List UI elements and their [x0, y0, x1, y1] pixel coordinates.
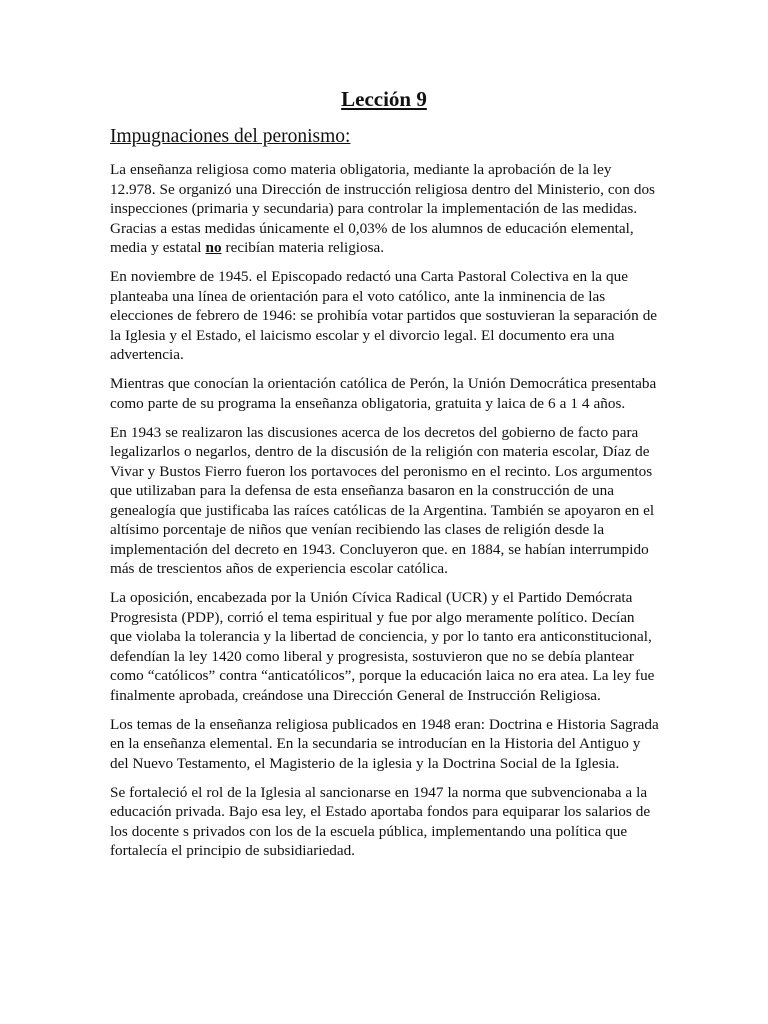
paragraph-discusiones-1943: En 1943 se realizaron las discusiones acerca de los decretos del gobierno de facto para legalizarlos o negarlos, dentro de la discusión de la religión con materia escolar, Díaz de Vivar y Bustos Fierro fueron los portavoces del peronismo en el recinto. Los argumentos que utilizaban para la defensa de esta enseñanza basaron en la construcción de una genealogía que justificaba las raíces católicas de la Argentina. También se apoyaron en el altísimo porcentaje de niños que venían recibiendo las clases de religión desde la implementación del decreto en 1943. Concluyeron que. en 1884, se habían interrumpido más de trescientos años de experiencia escolar católica. — [110, 423, 655, 577]
emphasis-no: no — [205, 239, 222, 256]
paragraph-1-text-after: recibían materia religiosa. — [221, 239, 385, 256]
paragraph-carta-pastoral: En noviembre de 1945. el Episcopado redactó una Carta Pastoral Colectiva en la que planteaba una línea de orientación para el voto católico, ante la inminencia de las elecciones de febrero de 1946: se prohibía votar partidos que sostuvieran la separación de la Iglesia y el Estado, el laicismo escolar y el divorcio legal. El documento era una advertencia. — [110, 268, 658, 363]
page-title: Lección 9 — [341, 87, 427, 111]
document-body — [110, 124, 660, 870]
paragraph-union-democratica: Mientras que conocían la orientación católica de Perón, la Unión Democrática presentaba como parte de su programa la enseñanza obligatoria, gratuita y laica de 6 a 1 4 años. — [110, 375, 657, 412]
paragraph-educacion-privada: Se fortaleció el rol de la Iglesia al sancionarse en 1947 la norma que subvencionaba a la educación privada. Bajo esa ley, el Estado aportaba fondos para equiparar los salarios de los docente s privados con los de la escuela pública, implementando una política que fortalecía el principio de subsidiariedad. — [110, 783, 651, 859]
paragraph-ensenanza-obligatoria — [110, 160, 660, 258]
paragraph-1-text-before: La enseñanza religiosa como materia obligatoria, mediante la aprobación de la ley 12.978. Se organizó una Dirección de instrucción religiosa dentro del Ministerio, con dos inspecciones (primaria y secundaria) para controlar la implementación de las medidas. Gracias a estas medidas únicamente el 0,03% de los alumnos de educación elemental, media y estatal — [110, 161, 655, 256]
section-subtitle: Impugnaciones del peronismo: — [110, 126, 351, 147]
paragraph-oposicion: La oposición, encabezada por la Unión Cívica Radical (UCR) y el Partido Demócrata Progresista (PDP), corrió el tema espiritual y fue por algo meramente político. Decían que violaba la tolerancia y la libertad de conciencia, y por lo tanto era anticonstitucional, defendían la ley 1420 como liberal y progresista, sostuvieron que no se debía plantear como “católicos” contra “anticatólicos”, porque la educación laica no era atea. La ley fue finalmente aprobada, creándose una Dirección General de Instrucción Religiosa. — [110, 589, 655, 704]
paragraph-temas-1948: Los temas de la enseñanza religiosa publicados en 1948 eran: Doctrina e Historia Sagrada en la enseñanza elemental. En la secundaria se introducían en la Historia del Antiguo y del Nuevo Testamento, el Magisterio de la iglesia y la Doctrina Social de la Iglesia. — [110, 715, 659, 772]
